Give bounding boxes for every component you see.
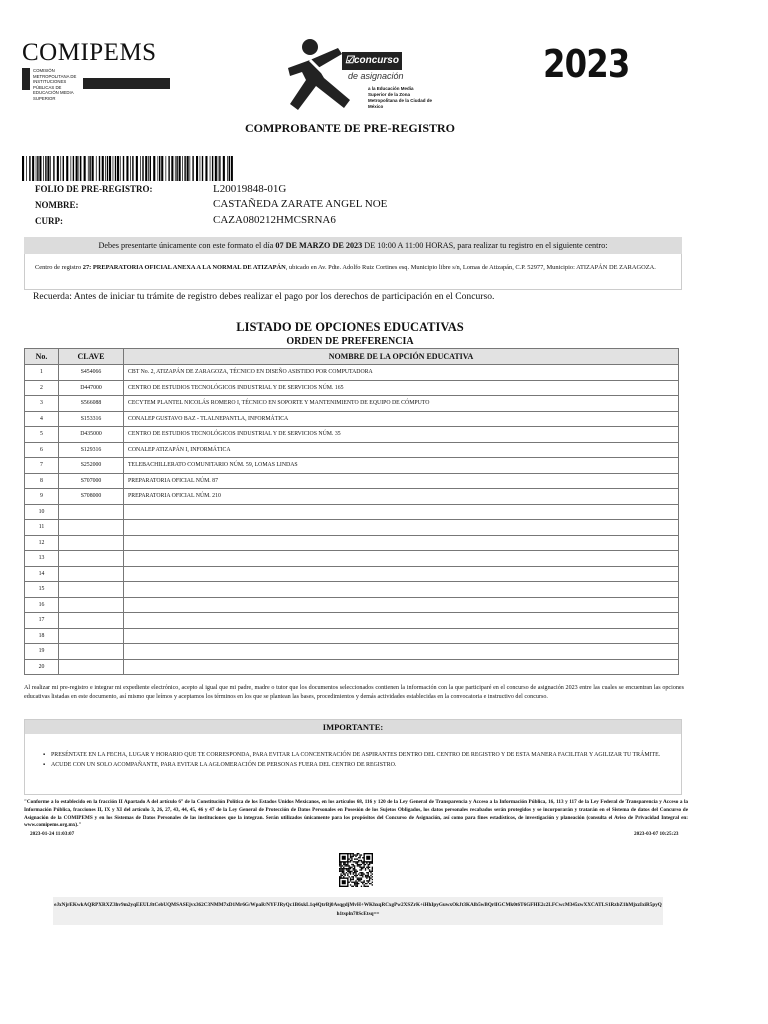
table-row (25, 504, 679, 520)
row-option-name (124, 597, 679, 613)
row-clave (59, 582, 124, 598)
comipems-logo-subtitle: COMISIÓN METROPOLITANA DE INSTITUCIONES PÚBLICAS DE EDUCACIÓN MEDIA SUPERIOR (33, 68, 77, 101)
row-option-name (124, 504, 679, 520)
row-number: 16 (25, 597, 59, 613)
printed-date: 2023-03-07 10:25:23 (634, 831, 679, 837)
row-option-name: PREPARATORIA OFICIAL NÚM. 87 (124, 473, 679, 489)
concurso-tagline: a la Educación Media Superior de la Zona Metropolitana de la Ciudad de México (368, 86, 433, 109)
row-number: 4 (25, 411, 59, 427)
document-title: COMPROBANTE DE PRE-REGISTRO (244, 121, 456, 135)
row-number: 6 (25, 442, 59, 458)
logo-block (22, 68, 30, 90)
row-clave (59, 628, 124, 644)
row-option-name (124, 535, 679, 551)
table-row (25, 659, 679, 675)
row-option-name: CECYTEM PLANTEL NICOLÁS ROMERO I, TÉCNICO EN SOPORTE Y MANTENIMIENTO DE EQUIPO DE CÓMPUTO (124, 396, 679, 412)
logo-rule (83, 78, 170, 89)
comipems-logo-text: COMIPEMS (22, 39, 157, 66)
row-clave: D447000 (59, 380, 124, 396)
center-address: , ubicado en Av. Pdte. Adolfo Ruiz Cortines esq. Municipio libre s/n, Lomas de Atizapán, C.P. 52977, Municipio: ATIZAPÁN DE ZARAGOZA. (285, 264, 656, 271)
row-number: 17 (25, 613, 59, 629)
center-prefix: Centro de registro (35, 264, 83, 271)
row-clave: S454066 (59, 365, 124, 381)
row-clave (59, 644, 124, 660)
table-row (25, 644, 679, 660)
row-number: 20 (25, 659, 59, 675)
table-row (25, 365, 679, 381)
options-table (24, 348, 679, 675)
important-item: ▪ PRESÉNTATE EN LA FECHA, LUGAR Y HORARIO QUE TE CORRESPONDA, PARA EVITAR LA CONCENTRACIÓN DE ASPIRANTES DENTRO DEL CENTRO DE REGISTRO Y DE ESTA MANERA FACILITAR Y AGILIZAR TU TRÁMITE. (51, 750, 671, 760)
options-list-title: LISTADO DE OPCIONES EDUCATIVAS (236, 320, 464, 334)
row-option-name (124, 551, 679, 567)
row-clave (59, 535, 124, 551)
row-number: 3 (25, 396, 59, 412)
name-value: CASTAÑEDA ZARATE ANGEL NOE (213, 198, 388, 210)
row-option-name (124, 659, 679, 675)
folio-value: L20019848-01G (213, 183, 287, 195)
row-option-name (124, 582, 679, 598)
notice-date: 07 DE MARZO DE 2023 (275, 241, 363, 250)
row-number: 5 (25, 427, 59, 443)
legal-notice: "Conforme a lo establecido en la fracción II Apartado A del artículo 6° de la Constitución Política de los Estados Unidos Mexicanos, en los artículos 68, 116 y 120 de la Ley General de Transparencia y Acceso a la Información Pública, 16, 113 y 117 de la Ley Federal de Transparencia y Acceso a la Información Pública, fracciones II, IX y XI del artículo 3, 26, 27, 43, 44, 45, 46 y 47 de la Ley General de Protección de Datos Personales en Posesión de los Sujetos Obligados, los datos personales recabados serán protegidos y se incorporarán y tratarán en el Sistema de datos del Concurso de Asignación de la COMIPEMS y en los Sistemas de Datos Personales de las instituciones que la integran. Serán utilizados únicamente para los propósitos del Concurso de Asignación, así como para fines estadísticos, de investigación y planeación (consulta el Aviso de Privacidad Integral en: www.comipems.org.mx)." (24, 799, 688, 829)
row-clave (59, 597, 124, 613)
row-number: 2 (25, 380, 59, 396)
header-clave: CLAVE (59, 349, 124, 365)
row-clave (59, 551, 124, 567)
row-clave: S566088 (59, 396, 124, 412)
barcode (22, 156, 234, 181)
concurso-brand: ☑concurso (342, 52, 402, 70)
row-option-name: CENTRO DE ESTUDIOS TECNOLÓGICOS INDUSTRIAL Y DE SERVICIOS NÚM. 165 (124, 380, 679, 396)
name-label: NOMBRE: (35, 200, 79, 210)
row-clave: D435000 (59, 427, 124, 443)
table-row (25, 520, 679, 536)
row-option-name (124, 628, 679, 644)
row-option-name (124, 613, 679, 629)
comipems-logo (22, 39, 170, 101)
row-number: 15 (25, 582, 59, 598)
year-badge: 2023 (543, 42, 630, 86)
row-clave: S129316 (59, 442, 124, 458)
table-row (25, 628, 679, 644)
row-number: 9 (25, 489, 59, 505)
row-clave (59, 613, 124, 629)
important-title: IMPORTANTE: (25, 720, 681, 734)
table-row (25, 380, 679, 396)
table-row (25, 582, 679, 598)
header-no: No. (25, 349, 59, 365)
row-clave: S707000 (59, 473, 124, 489)
concurso-logo (280, 38, 433, 114)
row-clave (59, 520, 124, 536)
row-number: 1 (25, 365, 59, 381)
row-option-name (124, 644, 679, 660)
registration-center-box (24, 254, 682, 290)
table-row (25, 473, 679, 489)
table-row (25, 597, 679, 613)
row-option-name (124, 566, 679, 582)
consent-text: Al realizar mi pre-registro e integrar mi expediente electrónico, acepto al igual que mi padre, madre o tutor que los documentos seleccionados contienen la información con la que participaré en el concurso de asignación 2023 entre las cuales se encuentran las opciones educativas listadas en este documento, así mismo que leímos y aceptamos los términos en los que se plantean las bases, procedimientos y demás actividades establecidas en la convocatoria e instructivo del concurso. (24, 685, 684, 701)
appointment-notice (24, 237, 682, 254)
center-name: : PREPARATORIA OFICIAL ANEXA A LA NORMAL DE ATIZAPÁN (89, 264, 286, 271)
table-row (25, 551, 679, 567)
center-number: 27 (82, 264, 90, 271)
created-date: 2023-01-24 11:03:07 (30, 831, 75, 837)
row-number: 11 (25, 520, 59, 536)
row-option-name: CENTRO DE ESTUDIOS TECNOLÓGICOS INDUSTRIAL Y DE SERVICIOS NÚM. 35 (124, 427, 679, 443)
row-number: 13 (25, 551, 59, 567)
row-clave: S252000 (59, 458, 124, 474)
row-clave: S708000 (59, 489, 124, 505)
header-nombre: NOMBRE DE LA OPCIÓN EDUCATIVA (124, 349, 679, 365)
row-option-name: CBT No. 2, ATIZAPÁN DE ZARAGOZA, TÉCNICO EN DISEÑO ASISTIDO POR COMPUTADORA (124, 365, 679, 381)
table-header-row (25, 349, 679, 365)
row-option-name: CONALEP GUSTAVO BAZ - TLALNEPANTLA, INFORMÁTICA (124, 411, 679, 427)
folio-label: FOLIO DE PRE-REGISTRO: (35, 184, 153, 194)
verification-hash: eJxNjrEKwkAQRPXRXZ3hv9m2yqEEUL8tCebUQMSASEjvx362C3NMM7xD1Mr6G/WpaR/NYFJRyQc1B6xkL1q4QtrBj0AsqgdjMvH+WKhxqRCxgPw2XSZrK+iHhIpyGuwxOkJt3KAlb5wBQrlIGCMk0t6T6GFHE2c2LFCwcM345zwXXCATLS1RzbZ1hMjxzIxiR5pyQh1tspln78ScEtsq== (53, 897, 663, 925)
table-row (25, 396, 679, 412)
row-clave (59, 566, 124, 582)
important-list (51, 750, 671, 770)
notice-text-after: DE 10:00 A 11:00 HORAS, para realizar tu registro en el siguiente centro: (362, 241, 608, 250)
row-clave (59, 504, 124, 520)
row-option-name (124, 520, 679, 536)
row-number: 18 (25, 628, 59, 644)
options-list-subtitle: ORDEN DE PREFERENCIA (286, 336, 414, 347)
payment-reminder: Recuerda: Antes de iniciar tu trámite de registro debes realizar el pago por los derechos de participación en el Concurso. (33, 291, 495, 302)
important-box (24, 719, 682, 795)
running-figure-icon (280, 38, 355, 114)
row-clave: S153316 (59, 411, 124, 427)
row-option-name: CONALEP ATIZAPÁN I, INFORMÁTICA (124, 442, 679, 458)
curp-label: CURP: (35, 216, 63, 226)
qr-code (339, 853, 373, 887)
important-item: ▪ ACUDE CON UN SOLO ACOMPAÑANTE, PARA EVITAR LA AGLOMERACIÓN DE PERSONAS FUERA DEL CENTRO DE REGISTRO. (51, 760, 671, 770)
row-number: 8 (25, 473, 59, 489)
table-row (25, 411, 679, 427)
row-number: 14 (25, 566, 59, 582)
curp-value: CAZA080212HMCSRNA6 (213, 214, 336, 226)
row-number: 19 (25, 644, 59, 660)
table-row (25, 489, 679, 505)
table-row (25, 427, 679, 443)
row-option-name: TELEBACHILLERATO COMUNITARIO NÚM. 59, LOMAS LINDAS (124, 458, 679, 474)
table-row (25, 442, 679, 458)
table-row (25, 458, 679, 474)
concurso-subbrand: de asignación (348, 71, 404, 81)
row-clave (59, 659, 124, 675)
table-row (25, 535, 679, 551)
row-number: 7 (25, 458, 59, 474)
notice-text-before: Debes presentarte únicamente con este formato el día (98, 241, 276, 250)
row-number: 12 (25, 535, 59, 551)
row-number: 10 (25, 504, 59, 520)
table-row (25, 566, 679, 582)
row-option-name: PREPARATORIA OFICIAL NÚM. 210 (124, 489, 679, 505)
table-row (25, 613, 679, 629)
